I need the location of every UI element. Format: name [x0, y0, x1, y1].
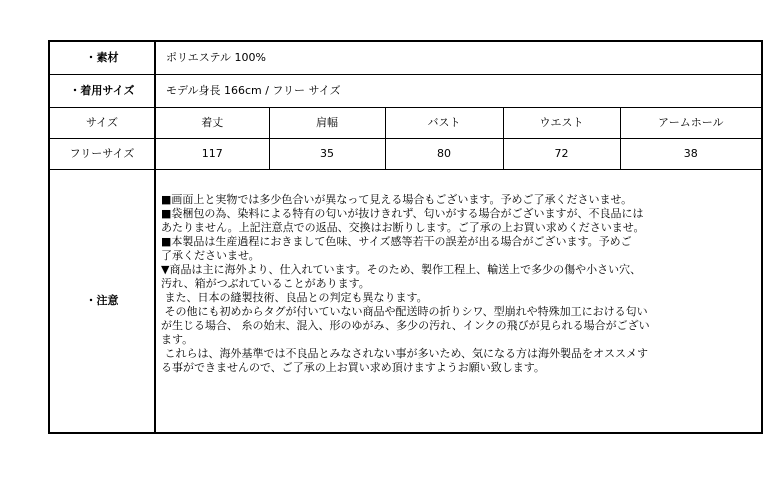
model-size-value: モデル身長 166cm / フリー サイズ — [155, 75, 762, 108]
column-header-length: 着丈 — [155, 108, 269, 139]
value-waist: 72 — [503, 139, 620, 170]
notes-line: これらは、海外基準では不良品とみなされない事が多いため、気になる方は海外製品をオススメす — [161, 347, 648, 360]
column-header-waist: ウエスト — [503, 108, 620, 139]
notes-line: ■袋梱包の為、染料による特有の匂いが抜けきれず、匂いがする場合がございますが、不良品には — [161, 207, 644, 220]
value-shoulder: 35 — [269, 139, 385, 170]
size-name: フリーサイズ — [49, 139, 155, 170]
notes-text — [155, 170, 762, 434]
value-length: 117 — [155, 139, 269, 170]
notes-line: 汚れ、箱がつぶれていることがあります。 — [161, 277, 370, 290]
column-header-armhole: アームホール — [620, 108, 762, 139]
notes-line: が生じる場合、 糸の始末、混入、形のゆがみ、多少の汚れ、インクの飛びが見られる場合がござい — [161, 319, 650, 332]
column-header-shoulder: 肩幅 — [269, 108, 385, 139]
notes-line: 了承くださいませ。 — [161, 249, 260, 262]
notes-line: また、日本の縫製技術、良品との判定も異なります。 — [161, 291, 428, 304]
size-value-row — [49, 139, 762, 170]
column-header-bust: バスト — [385, 108, 503, 139]
notes-line: ▼商品は主に海外より、仕入れています。そのため、製作工程上、輸送上で多少の傷や小さい穴、 — [161, 263, 642, 276]
material-row — [49, 41, 762, 75]
notes-line: ■画面上と実物では多少色合いが異なって見える場合もございます。予めご了承くださいませ。 — [161, 193, 633, 206]
notes-label: ・注意 — [49, 170, 155, 434]
notes-row — [49, 170, 762, 434]
product-spec-table — [48, 40, 763, 434]
model-size-label: ・着用サイズ — [49, 75, 155, 108]
model-size-row — [49, 75, 762, 108]
material-label: ・素材 — [49, 41, 155, 75]
size-header-row — [49, 108, 762, 139]
material-value: ポリエステル 100% — [155, 41, 762, 75]
notes-line: ■本製品は生産過程におきまして色味、サイズ感等若干の誤差が出る場合がございます。予めご — [161, 235, 632, 248]
notes-line: あたりません。上記注意点での返品、交換はお断りします。ご了承の上お買い求めくださいませ。 — [161, 221, 645, 234]
notes-line: ます。 — [161, 333, 194, 346]
value-bust: 80 — [385, 139, 503, 170]
notes-line: その他にも初めからタグが付いていない商品や配送時の折りシワ、型崩れや特殊加工における匂い — [161, 305, 648, 318]
value-armhole: 38 — [620, 139, 762, 170]
size-header-label: サイズ — [49, 108, 155, 139]
notes-line: る事ができませんので、ご了承の上お買い求め頂けますようお願い致します。 — [161, 361, 545, 374]
